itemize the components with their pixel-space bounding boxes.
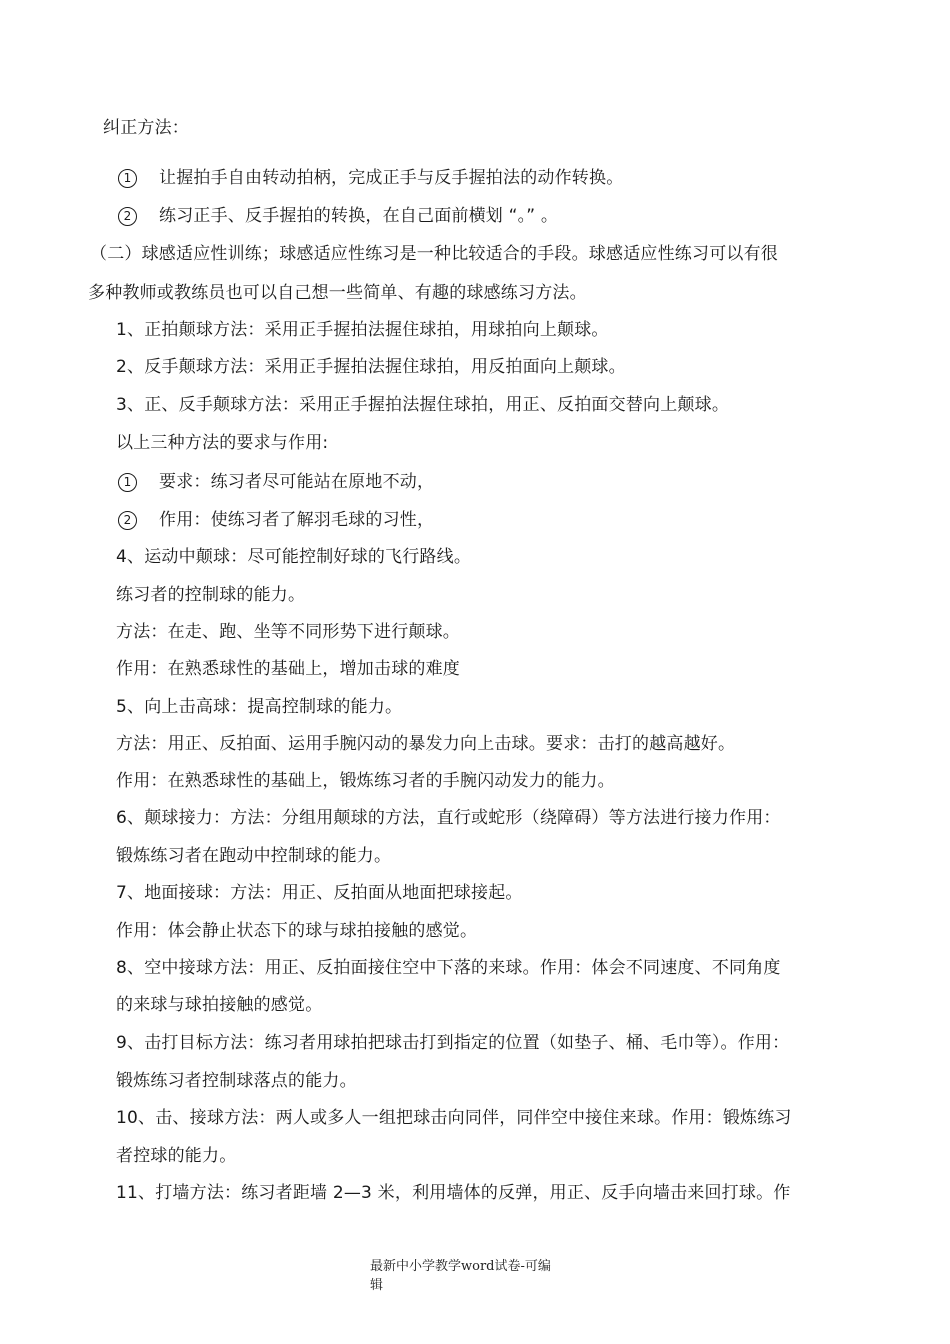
method-line: 锻炼练习者控制球落点的能力。 <box>116 1071 357 1091</box>
method-line: 锻炼练习者在跑动中控制球的能力。 <box>116 846 392 866</box>
requirement-item-1 <box>118 472 434 492</box>
footer-line-1: 最新中小学教学word试卷-可编 <box>370 1259 551 1274</box>
method-line: 9、击打目标方法：练习者用球拍把球击打到指定的位置（如垫子、桶、毛巾等）。作用： <box>116 1033 790 1053</box>
method-line: 作用：在熟悉球性的基础上，增加击球的难度 <box>116 659 460 679</box>
method-line: 以上三种方法的要求与作用: <box>116 433 329 453</box>
method-line: 2、反手颠球方法：采用正手握拍法握住球拍，用反拍面向上颠球。 <box>116 357 626 377</box>
page-footer <box>370 1257 580 1295</box>
correction-heading: 纠正方法： <box>103 118 189 138</box>
circled-number-1: 1 <box>118 473 137 492</box>
requirement-item-2 <box>118 510 434 530</box>
footer-line-2: 辑 <box>370 1278 384 1293</box>
method-line: 8、空中接球方法：用正、反拍面接住空中下落的来球。作用：体会不同速度、不同角度 <box>116 958 781 978</box>
method-line: 练习者的控制球的能力。 <box>116 585 306 605</box>
correction-item-text: 让握拍手自由转动拍柄，完成正手与反手握拍法的动作转换。 <box>159 168 624 188</box>
method-line: 11、打墙方法：练习者距墙 2—3 米，利用墙体的反弹，用正、反手向墙击来回打球。作 <box>116 1183 791 1203</box>
method-line: 的来球与球拍接触的感觉。 <box>116 995 323 1015</box>
requirement-item-text: 作用：使练习者了解羽毛球的习性， <box>159 510 435 530</box>
method-line: 者控球的能力。 <box>116 1146 237 1166</box>
method-line: 3、正、反手颠球方法：采用正手握拍法握住球拍，用正、反拍面交替向上颠球。 <box>116 395 730 415</box>
method-line: 4、运动中颠球：尽可能控制好球的飞行路线。 <box>116 547 472 567</box>
correction-item-text: 练习正手、反手握拍的转换，在自己面前横划 “。” 。 <box>159 206 559 226</box>
circled-number-2: 2 <box>118 511 137 530</box>
method-line: 10、击、接球方法：两人或多人一组把球击向同伴，同伴空中接住来球。作用：锻炼练习 <box>116 1108 792 1128</box>
method-line: 作用：在熟悉球性的基础上，锻炼练习者的手腕闪动发力的能力。 <box>116 771 615 791</box>
section-two-line-1: （二）球感适应性训练；球感适应性练习是一种比较适合的手段。球感适应性练习可以有很 <box>90 244 778 264</box>
method-line: 7、地面接球：方法：用正、反拍面从地面把球接起。 <box>116 883 523 903</box>
method-line: 方法：用正、反拍面、运用手腕闪动的暴发力向上击球。要求：击打的越高越好。 <box>116 734 736 754</box>
correction-item-1 <box>118 168 623 188</box>
circled-number-1: 1 <box>118 169 137 188</box>
method-line: 方法：在走、跑、坐等不同形势下进行颠球。 <box>116 622 460 642</box>
correction-item-2 <box>118 206 558 226</box>
circled-number-2: 2 <box>118 207 137 226</box>
requirement-item-text: 要求：练习者尽可能站在原地不动， <box>159 472 435 492</box>
method-line: 6、颠球接力：方法：分组用颠球的方法，直行或蛇形（绕障碍）等方法进行接力作用： <box>116 808 781 828</box>
section-two-line-2: 多种教师或教练员也可以自己想一些简单、有趣的球感练习方法。 <box>88 283 587 303</box>
method-line: 作用：体会静止状态下的球与球拍接触的感觉。 <box>116 921 478 941</box>
method-line: 1、正拍颠球方法：采用正手握拍法握住球拍，用球拍向上颠球。 <box>116 320 609 340</box>
method-line: 5、向上击高球：提高控制球的能力。 <box>116 697 403 717</box>
